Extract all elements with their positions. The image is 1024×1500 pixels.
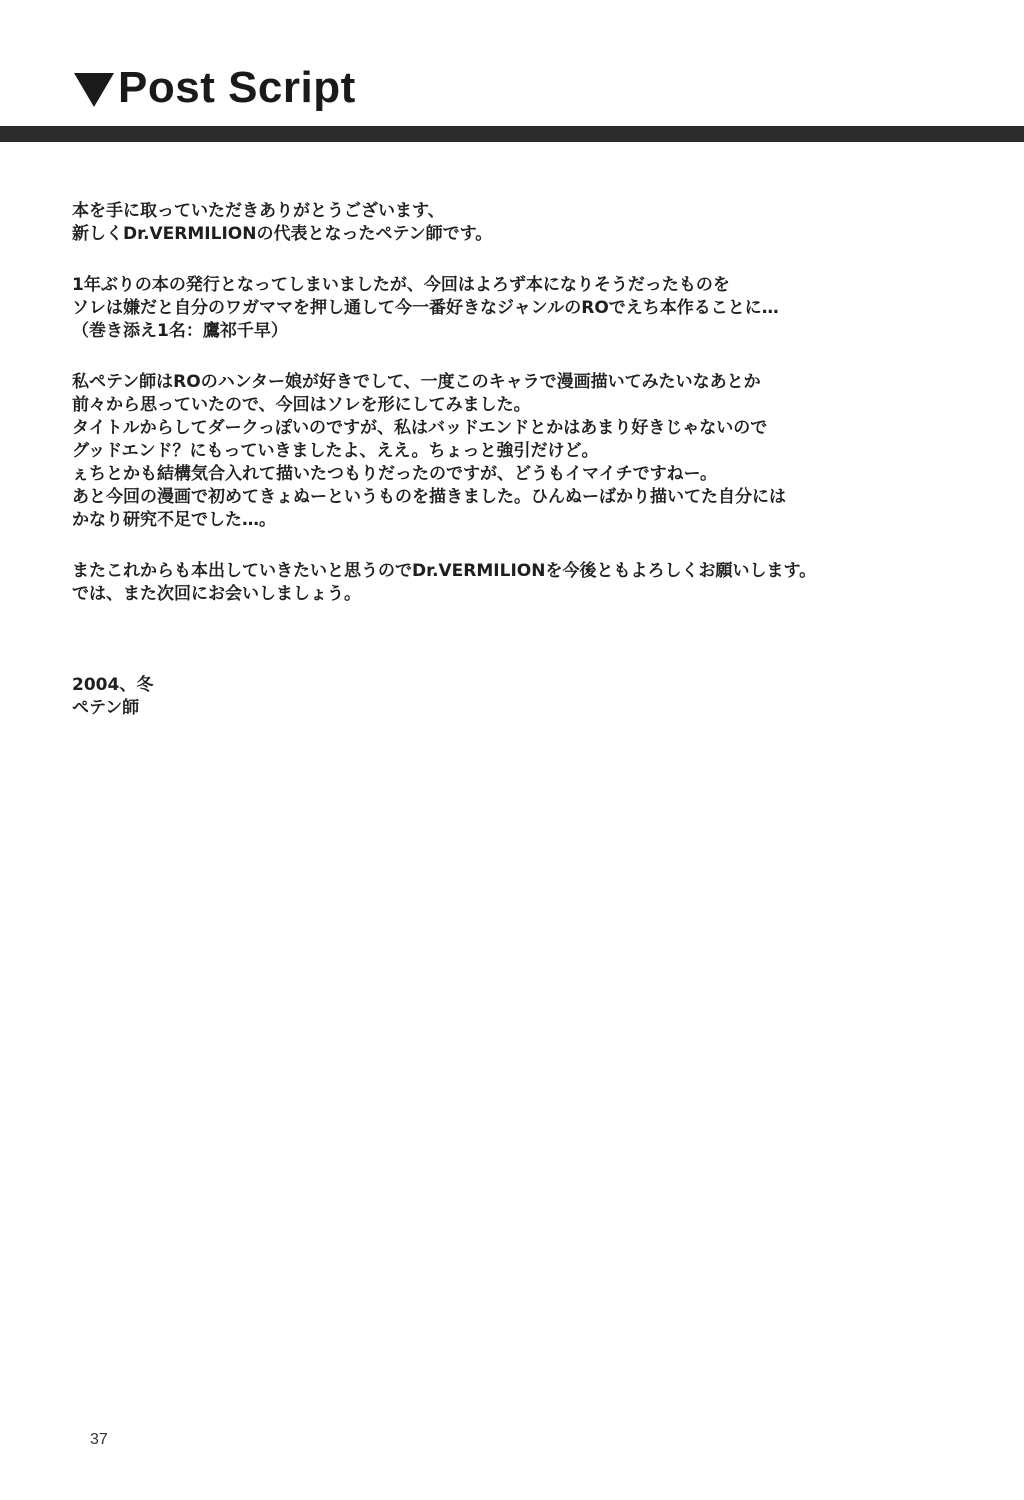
text-line: あと今回の漫画で初めてきょぬーというものを描きました。ひんぬーばかり描いてた自分には [72, 487, 786, 507]
text-line: タイトルからしてダークっぽいのですが、私はバッドエンドとかはあまり好きじゃないので [72, 418, 768, 438]
text-line: グッドエンド？にもっていきましたよ、ええ。ちょっと強引だけど。 [72, 441, 599, 461]
text-line: 新しくDr.VERMILIONの代表となったペテン師です。 [72, 224, 493, 244]
text-line: ソレは嫌だと自分のワガママを押し通して今一番好きなジャンルのROでえち本作ることに… [72, 298, 779, 318]
paragraph-greeting [72, 200, 972, 246]
text-line: 前々から思っていたので、今回はソレを形にしてみました。 [72, 395, 531, 415]
paragraph-closing [72, 560, 972, 606]
text-line: ぇちとかも結構気合入れて描いたつもりだったのですが、どうもイマイチですねー。 [72, 464, 717, 484]
text-line: 私ペテン師はROのハンター娘が好きでして、一度このキャラで漫画描いてみたいなあとか [72, 372, 761, 392]
triangle-down-icon [74, 73, 114, 107]
section-heading [74, 60, 356, 116]
text-line: 1年ぶりの本の発行となってしまいましたが、今回はよろず本になりそうだったものを [72, 275, 730, 295]
text-line: （巻き添え1名：鷹祁千早） [72, 321, 288, 341]
text-line: 本を手に取っていただきありがとうございます、 [72, 201, 445, 221]
signature-date: 2004、冬 [72, 675, 154, 695]
text-line: またこれからも本出していきたいと思うのでDr.VERMILIONを今後ともよろしくお願いします。 [72, 561, 817, 581]
paragraph-story [72, 371, 972, 532]
postscript-body [72, 200, 972, 634]
page-title: Post Script [118, 63, 356, 112]
title-divider-bar [0, 126, 1024, 142]
page-number: 37 [90, 1431, 108, 1448]
paragraph-publication [72, 274, 972, 343]
signature-author: ペテン師 [72, 698, 140, 718]
text-line: かなり研究不足でした…。 [72, 510, 276, 530]
signature-block [72, 674, 153, 720]
text-line: では、また次回にお会いしましょう。 [72, 584, 361, 604]
